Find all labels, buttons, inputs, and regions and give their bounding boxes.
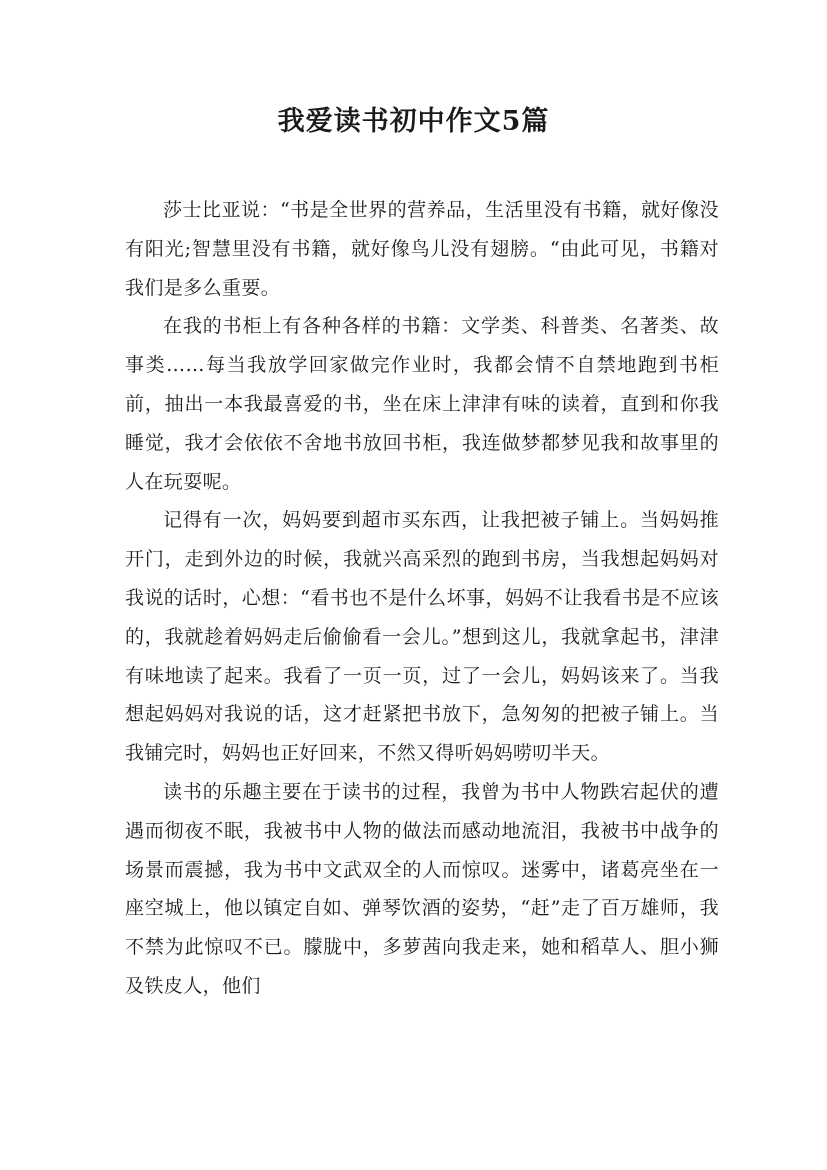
paragraph-1: 莎士比亚说：“书是全世界的营养品，生活里没有书籍，就好像没有阳光;智慧里没有书籍，就好像鸟儿没有翅膀。“由此可见，书籍对我们是多么重要。 [125, 199, 719, 299]
document-body [125, 191, 719, 1006]
paragraph-2: 在我的书柜上有各种各样的书籍：文学类、科普类、名著类、故事类……每当我放学回家做完作业时，我都会情不自禁地跑到书柜前，抽出一本我最喜爱的书，坐在床上津津有味的读着，直到和你我睡觉，我才会依依不舍地书放回书柜，我连做梦都梦见我和故事里的人在玩耍呢。 [125, 315, 719, 493]
document-title: 我爱读书初中作文5篇 [277, 106, 550, 137]
paragraph-3: 记得有一次，妈妈要到超市买东西，让我把被子铺上。当妈妈推开门，走到外边的时候，我就兴高采烈的跑到书房，当我想起妈妈对我说的话时，心想：“看书也不是什么坏事，妈妈不让我看书是不应该的，我就趁着妈妈走后偷偷看一会儿。”想到这儿，我就拿起书，津津有味地读了起来。我看了一页一页，过了一会儿，妈妈该来了。当我想起妈妈对我说的话，这才赶紧把书放下，急匆匆的把被子铺上。当我铺完时，妈妈也正好回来，不然又得听妈妈唠叨半天。 [125, 509, 719, 765]
paragraph-4: 读书的乐趣主要在于读书的过程，我曾为书中人物跌宕起伏的遭遇而彻夜不眠，我被书中人物的做法而感动地流泪，我被书中战争的场景而震撼，我为书中文武双全的人而惊叹。迷雾中，诸葛亮坐在一座空城上，他以镇定自如、弹琴饮酒的姿势，“赶”走了百万雄师，我不禁为此惊叹不已。朦胧中，多萝茜向我走来，她和稻草人、胆小狮及铁皮人，他们 [125, 780, 719, 997]
